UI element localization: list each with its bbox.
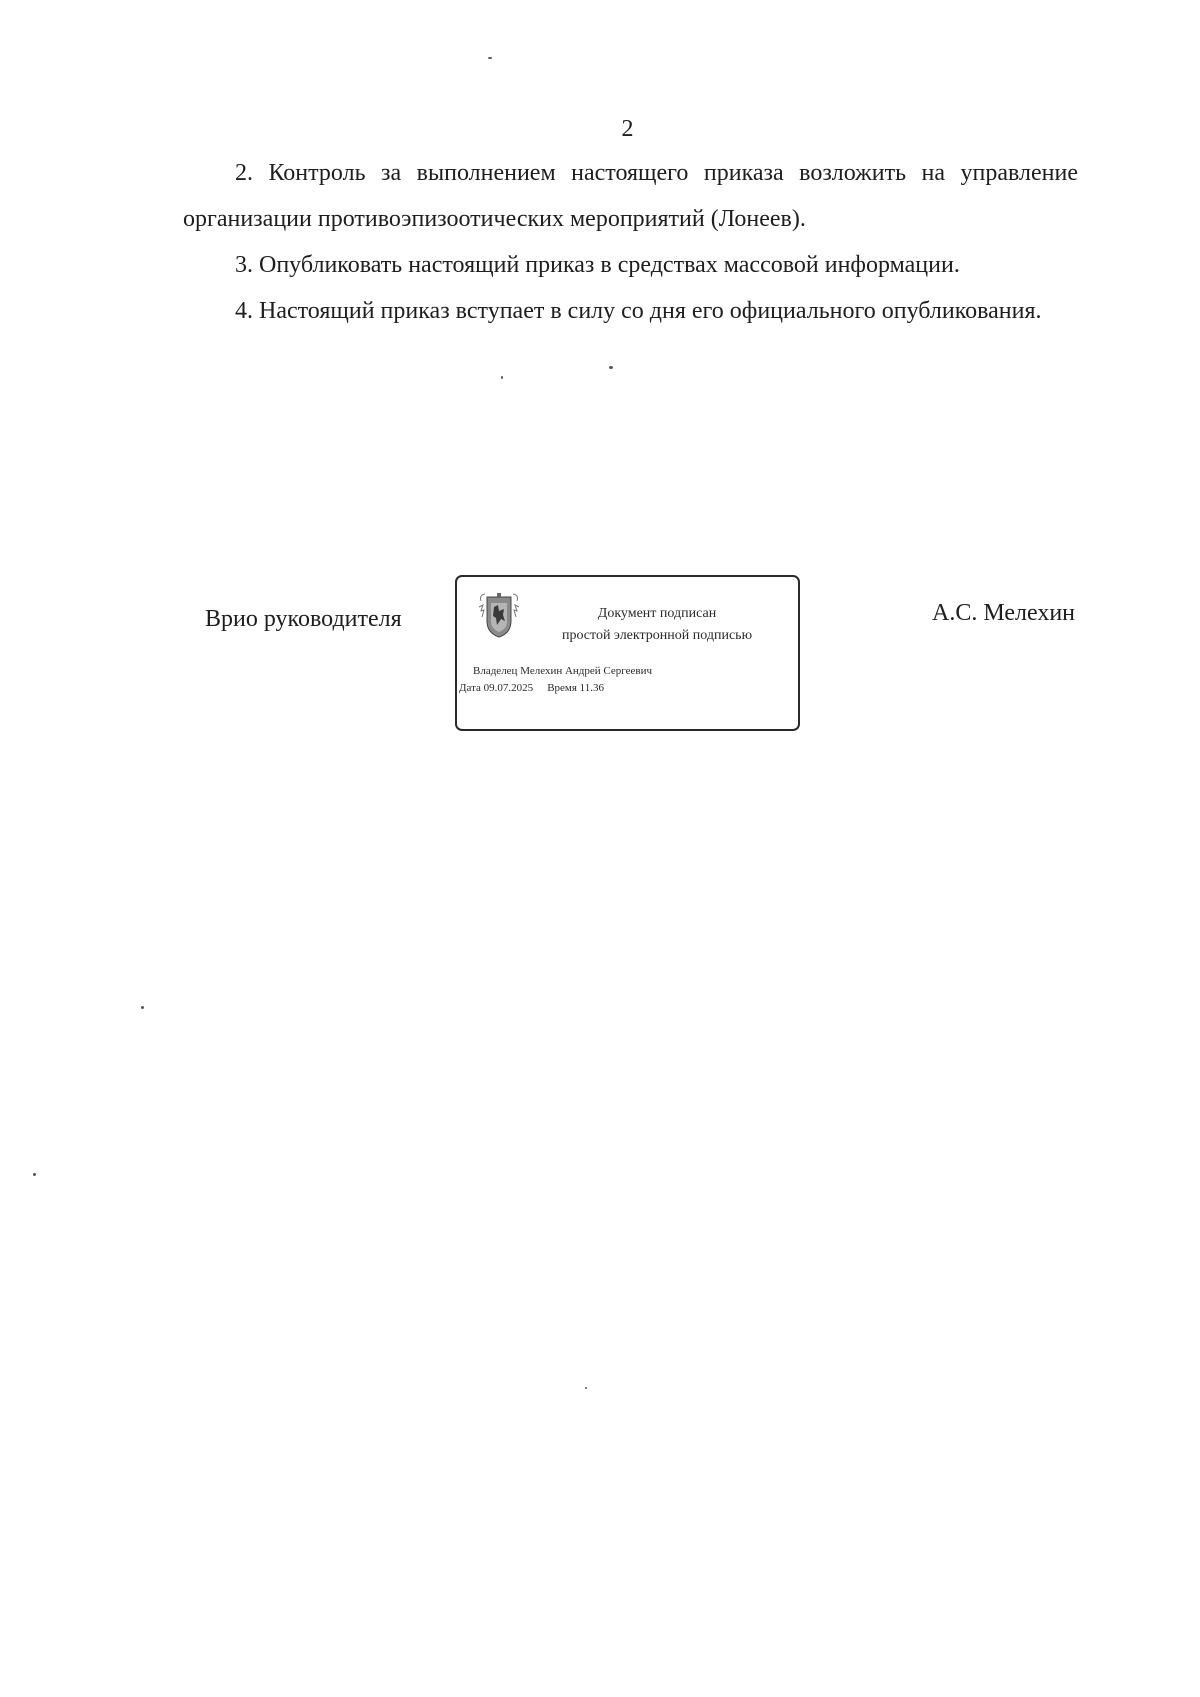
coat-of-arms-icon bbox=[477, 591, 521, 639]
paragraph-2-text: 2. Контроль за выполнением настоящего приказа возложить на управление организации противоэпизоотических мероприятий (Лонеев). bbox=[183, 160, 1078, 232]
stamp-time: Время 11.36 bbox=[547, 682, 605, 694]
e-signature-stamp bbox=[455, 575, 800, 731]
stamp-date: Дата 09.07.2025 bbox=[459, 682, 534, 694]
page-number: 2 bbox=[621, 116, 634, 142]
paragraph-3-text: 3. Опубликовать настоящий приказ в средствах массовой информации. bbox=[235, 252, 960, 278]
paragraph-4-text: 4. Настоящий приказ вступает в силу со дня его официального опубликования. bbox=[235, 298, 1042, 324]
paragraph-3 bbox=[183, 242, 1078, 288]
signer-position: Врио руководителя bbox=[205, 606, 402, 632]
scan-speck bbox=[585, 1387, 587, 1389]
scan-speck bbox=[501, 376, 503, 379]
stamp-title bbox=[537, 603, 777, 647]
scan-speck bbox=[33, 1173, 36, 1176]
stamp-title-line-1: Документ подписан bbox=[597, 606, 717, 621]
signer-name: А.С. Мелехин bbox=[931, 600, 1075, 626]
paragraph-4 bbox=[183, 288, 1078, 334]
scan-speck bbox=[609, 366, 613, 369]
stamp-owner: Владелец Мелехин Андрей Сергеевич bbox=[473, 665, 653, 677]
scan-speck bbox=[488, 57, 492, 59]
paragraph-2 bbox=[183, 150, 1078, 242]
stamp-title-line-2: простой электронной подписью bbox=[561, 628, 753, 643]
stamp-date-time bbox=[459, 682, 618, 694]
scan-speck bbox=[141, 1006, 144, 1009]
